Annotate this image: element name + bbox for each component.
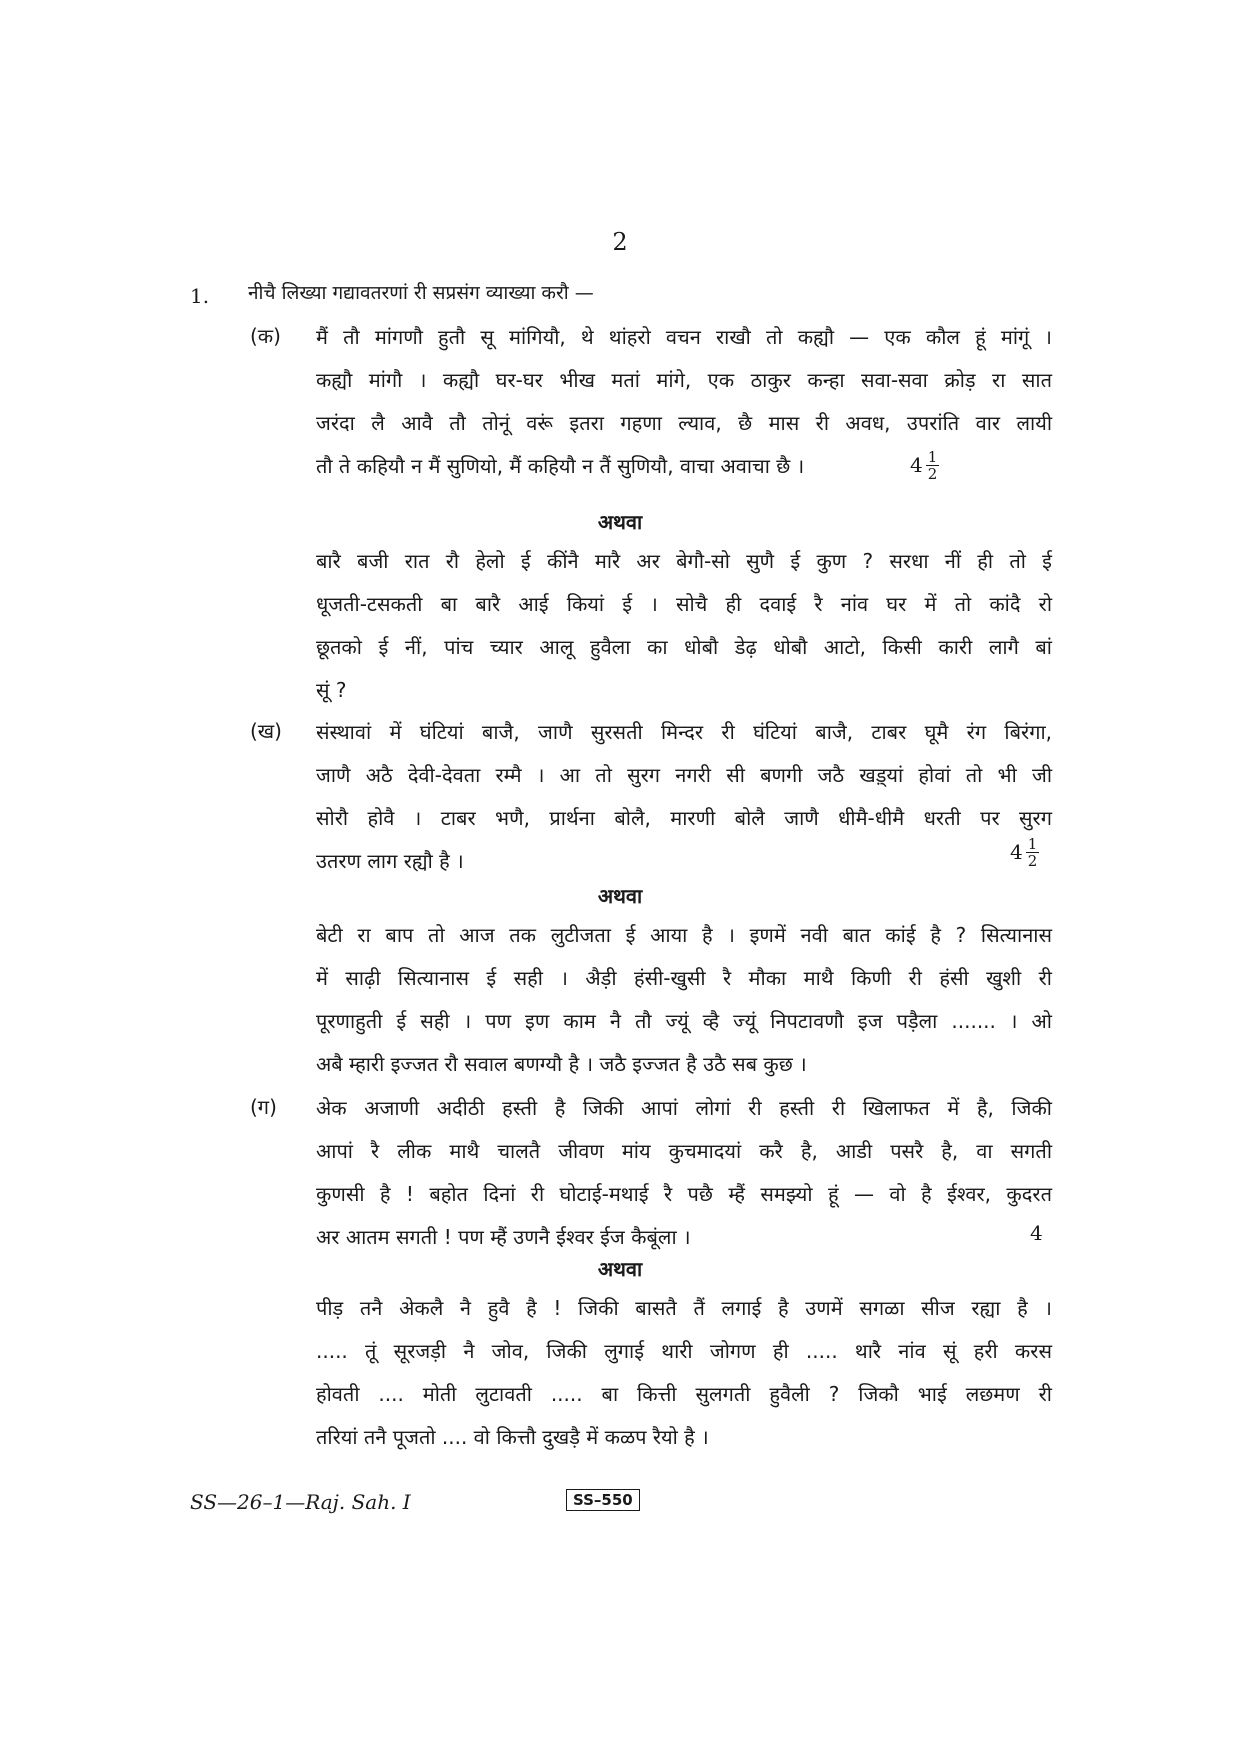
passage-line: कुणसी है ! बहोत दिनां री घोटाई-मथाई रै पछै म्हैं समझ्यो हूं — वो है ईश्वर, कुदरत [316,1182,1052,1206]
part-ka-marks [910,447,939,483]
question-number: 1. [190,284,210,308]
or-heading: अथवा [597,884,643,908]
or-heading: अथवा [597,1257,643,1281]
passage-line: बारै बजी रात रौ हेलो ई कींनै मारै अर बेगौ-सो सुणै ई कुण ? सरधा नीं ही तो ई [316,549,1052,573]
footer-series-box: SS–550 [566,1489,640,1511]
passage-line: होवती .... मोती लुटावती ..... बा कित्ती सुलगती हुवैली ? जिकौ भाई लछमण री [316,1382,1052,1406]
passage-line: में साढ़ी सित्यानास ई सही । अैड़ी हंसी-खुसी रै मौका माथै किणी री हंसी खुशी री [316,966,1052,990]
part-ka-passage [316,316,1052,488]
part-ga-label: (ग) [250,1095,277,1119]
passage-line: तौ ते कहियौ न मैं सुणियो, मैं कहियौ न तैं सुणियौ, वाचा अवाचा छै । [316,454,805,478]
fraction-numerator: 1 [927,447,938,466]
fraction-numerator: 1 [1027,834,1038,853]
footer-paper-code: SS—26–1—Raj. Sah. I [190,1490,411,1514]
passage-line: पूरणाहुती ई सही । पण इण काम नै तौ ज्यूं व्है ज्यूं निपटावणौ इज पड़ैला ....... । ओ [316,1009,1052,1033]
passage-line: धूजती-टसकती बा बारै आई कियां ई । सोचै ही दवाई रै नांव घर में तो कांदै रो [316,592,1052,616]
passage-line: तरियां तनै पूजतो .... वो कित्तौ दुखड़ै में कळप रैयो है । [316,1425,709,1449]
fraction-denominator: 2 [927,464,938,483]
passage-line: ..... तूं सूरजड़ी नै जोव, जिकी लुगाई थारी जोगण ही ..... थारै नांव सूं हरी करस [316,1339,1052,1363]
marks-fraction [1026,836,1040,869]
question-instruction: नीचै लिख्या गद्यावतरणां री सप्रसंग व्याख्या करौ — [248,282,594,304]
part-kha-passage [316,711,1052,883]
passage-line: पीड़ तनै अेकलै नै हुवै है ! जिकी बासतै तैं लगाई है उणमें सगळा सीज रह्या है । [316,1296,1052,1320]
passage-line: अेक अजाणी अदीठी हस्ती है जिकी आपां लोगां री हस्ती री खिलाफत में है, जिकी [316,1096,1052,1120]
passage-line: उतरण लाग रह्यौ है । [316,849,464,873]
part-ga-alternate-passage [316,1287,1052,1459]
passage-line: आपां रै लीक माथै चालतै जीवण मांय कुचमादयां करै है, आडी पसरै है, वा सगती [316,1139,1052,1163]
passage-line: सूं ? [316,678,347,702]
passage-line: सोरौ होवै । टाबर भणै, प्रार्थना बोलै, मारणी बोलै जाणै धीमै-धीमै धरती पर सुरग [316,806,1052,830]
marks-whole: 4 [910,453,923,477]
part-kha-marks [1010,834,1039,870]
part-kha-label: (ख) [250,719,282,743]
part-ka-alternate-passage [316,540,1052,712]
passage-line: अबै म्हारी इज्जत रौ सवाल बणग्यौ है । जठै इज्जत है उठै सब कुछ । [316,1052,807,1076]
passage-line: जाणै अठै देवी-देवता रम्मै । आ तो सुरग नगरी सी बणगी जठै खड़्यां होवां तो भी जी [316,763,1052,787]
page-number: 2 [612,228,628,256]
part-ga-passage [316,1087,1052,1259]
part-kha-alternate-passage [316,914,1052,1086]
marks-fraction [926,449,940,482]
passage-line: अर आतम सगती ! पण म्हैं उणनै ईश्वर ईज कैबूंला । [316,1225,691,1249]
passage-line: जरंदा लै आवै तौ तोनूं वरूं इतरा गहणा ल्याव, छै मास री अवध, उपरांति वार लायी [316,411,1052,435]
passage-line: संस्थावां में घंटियां बाजै, जाणै सुरसती मिन्दर री घंटियां बाजै, टाबर घूमै रंग बिरंगा, [316,720,1052,744]
passage-line: बेटी रा बाप तो आज तक लुटीजता ई आया है । इणमें नवी बात कांई है ? सित्यानास [316,923,1052,947]
part-ka-label: (क) [250,324,281,348]
fraction-denominator: 2 [1027,851,1038,870]
passage-line: मैं तौ मांगणौ हुतौ सू मांगियौ, थे थांहरो वचन राखौ तो कह्यौ — एक कौल हूं मांगूं । [316,325,1052,349]
passage-line: छूतको ई नीं, पांच च्यार आलू हुवैला का धोबौ डेढ़ धोबौ आटो, किसी कारी लागै बां [316,635,1052,659]
or-heading: अथवा [597,510,643,534]
marks-whole: 4 [1010,840,1023,864]
passage-line: कह्यौ मांगौ । कह्यौ घर-घर भीख मतां मांगे, एक ठाकुर कन्हा सवा-सवा क्रोड़ रा सात [316,368,1052,392]
part-ga-marks: 4 [1030,1221,1043,1245]
